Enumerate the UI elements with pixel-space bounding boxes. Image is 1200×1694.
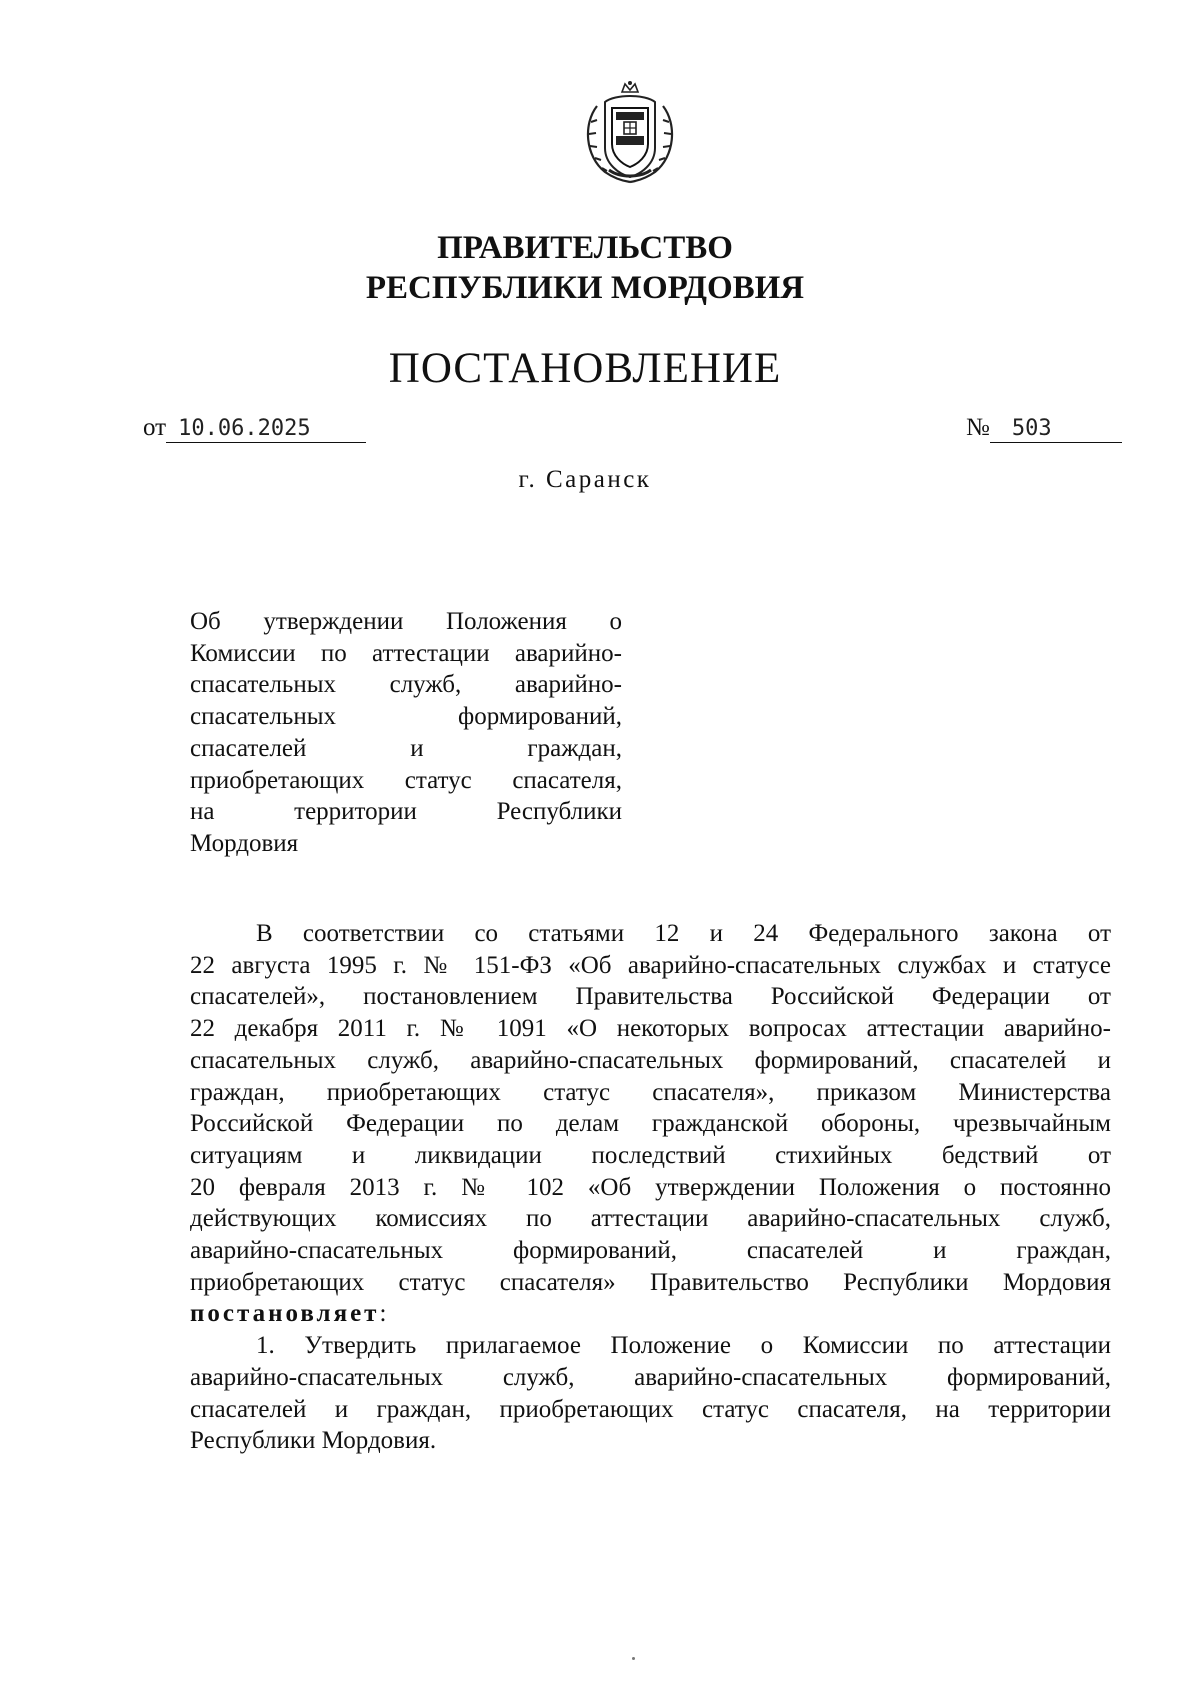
item-1-line: спасателей и граждан, приобретающих статус спасателя, на территории — [190, 1395, 1111, 1423]
subject-line: Об утверждении Положения о — [190, 608, 622, 635]
preamble-line: граждан, приобретающих статус спасателя», приказом Министерства — [190, 1078, 1111, 1106]
preamble-line: 20 февраля 2013 г. № 102 «Об утверждении Положения о постоянно — [190, 1173, 1111, 1201]
city-line: г. Саранск — [518, 466, 652, 493]
preamble-line: приобретающих статус спасателя» Правительство Республики Мордовия — [190, 1268, 1111, 1296]
decree-word: постановляет — [190, 1300, 380, 1328]
preamble-line: спасателей», постановлением Правительства Российской Федерации от — [190, 983, 1111, 1011]
preamble-line: спасательных служб, аварийно-спасательных формирований, спасателей и — [190, 1046, 1111, 1074]
item-1-line: Республики Мордовия. — [190, 1427, 437, 1455]
document-date: 10.06.2025 — [166, 416, 366, 443]
subject-line: спасателей и граждан, — [190, 734, 622, 762]
preamble-line: 22 августа 1995 г. № 151-ФЗ «Об аварийно-спасательных службах и статусе — [190, 951, 1111, 979]
subject-line: на территории Республики — [190, 798, 622, 826]
preamble-line: Российской Федерации по делам гражданской обороны, чрезвычайным — [190, 1110, 1111, 1138]
org-line-2: РЕСПУБЛИКИ МОРДОВИЯ — [365, 270, 805, 306]
scan-speck — [632, 1657, 635, 1660]
decree-colon: : — [379, 1300, 387, 1328]
subject-line: спасательных формирований, — [190, 703, 622, 731]
decree-line — [190, 1298, 1111, 1330]
preamble-line: действующих комиссиях по аттестации аварийно-спасательных служб, — [190, 1205, 1111, 1233]
org-line-1: ПРАВИТЕЛЬСТВО — [437, 230, 733, 266]
number-row — [966, 414, 1122, 443]
document-subject — [190, 606, 622, 860]
document-number: 503 — [990, 416, 1122, 443]
subject-line: спасательных служб, аварийно- — [190, 671, 622, 699]
number-prefix: № — [966, 414, 990, 441]
date-row — [143, 414, 366, 443]
preamble-line: ситуациям и ликвидации последствий стихийных бедствий от — [190, 1141, 1111, 1169]
coat-of-arms-emblem — [575, 78, 685, 188]
coat-of-arms-icon — [575, 78, 685, 188]
government-title — [0, 228, 1170, 308]
subject-line: Комиссии по аттестации аварийно- — [190, 639, 622, 667]
document-body — [190, 918, 1111, 1457]
subject-line: приобретающих статус спасателя, — [190, 766, 622, 794]
date-prefix: от — [143, 414, 167, 441]
preamble-line: 22 декабря 2011 г. № 1091 «О некоторых вопросах аттестации аварийно- — [190, 1015, 1111, 1043]
item-1-line: 1. Утвердить прилагаемое Положение о Комиссии по аттестации — [256, 1332, 1111, 1360]
item-1-line: аварийно-спасательных служб, аварийно-спасательных формирований, — [190, 1363, 1111, 1391]
document-type-title: ПОСТАНОВЛЕНИЕ — [388, 345, 782, 392]
preamble-line: В соответствии со статьями 12 и 24 Федерального закона от — [256, 920, 1111, 947]
subject-line: Мордовия — [190, 829, 299, 857]
preamble-line: аварийно-спасательных формирований, спасателей и граждан, — [190, 1237, 1111, 1265]
